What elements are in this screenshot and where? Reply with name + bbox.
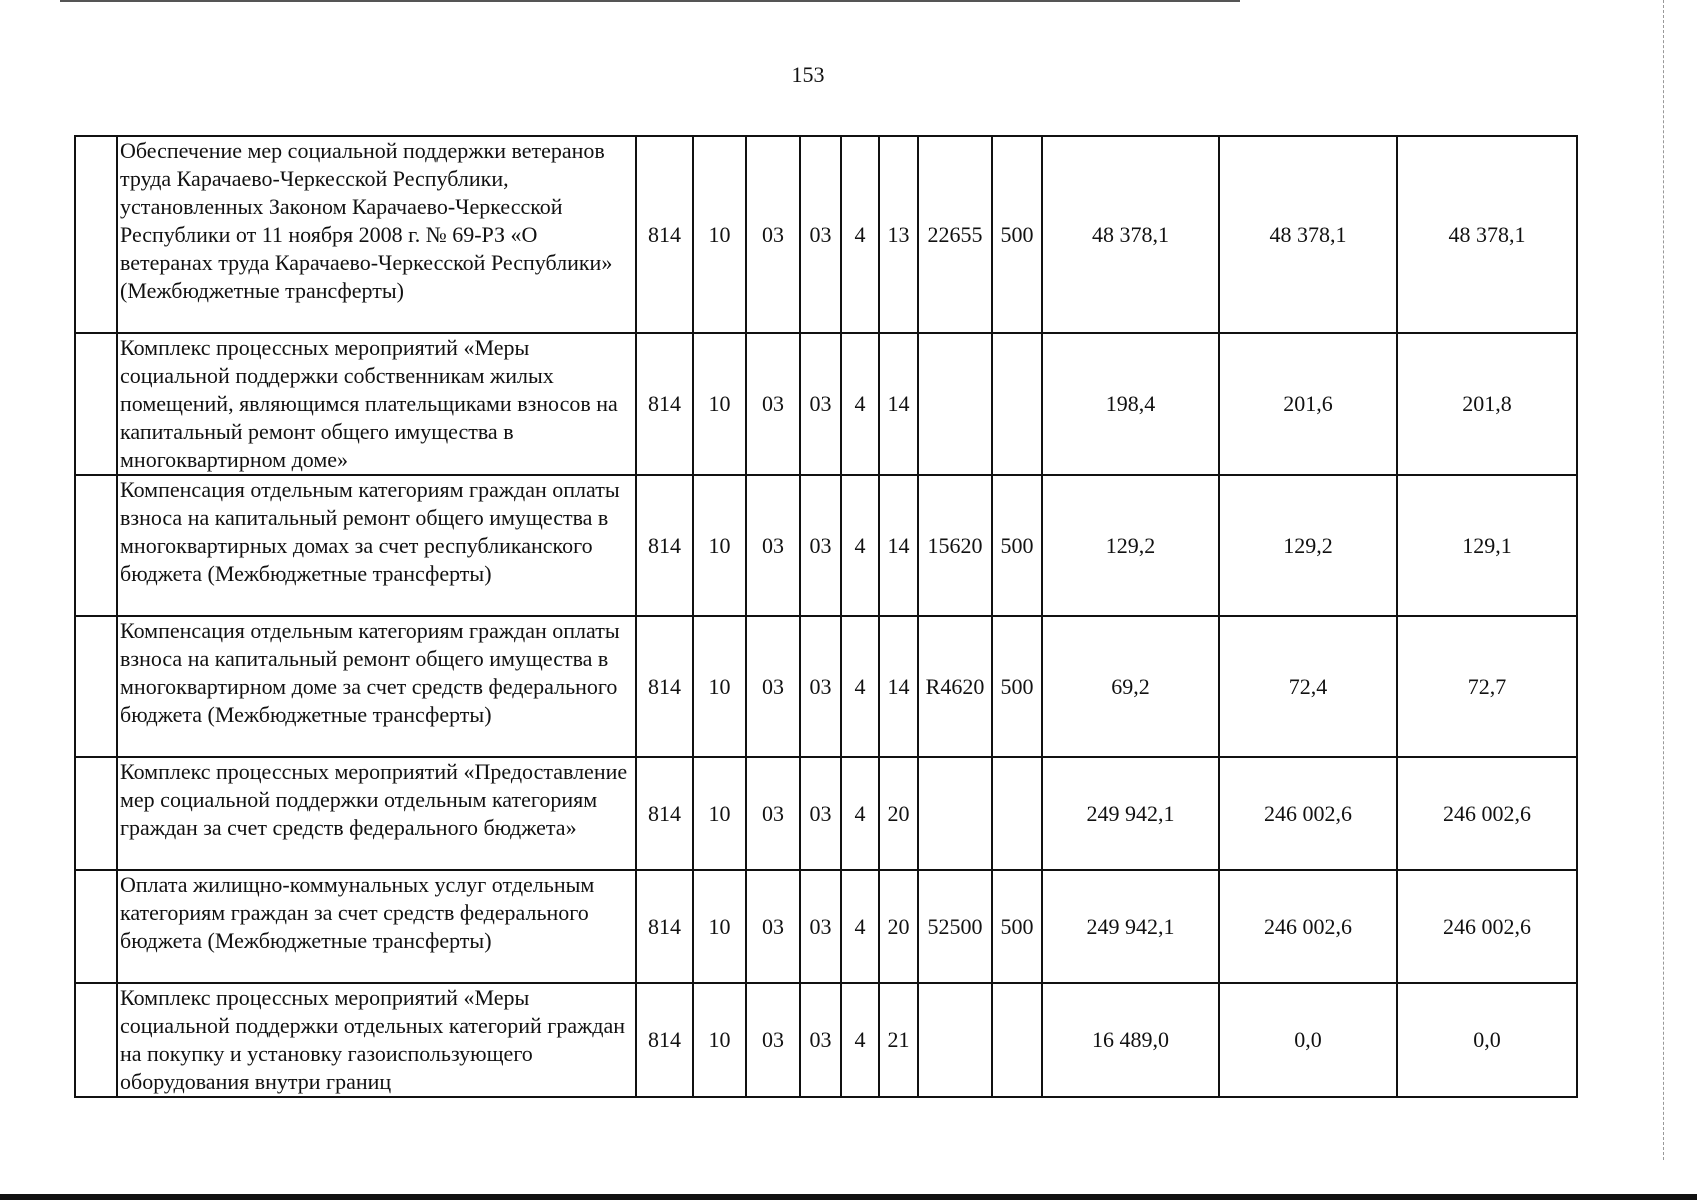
program-cell: 03 <box>800 983 841 1097</box>
direction-cell <box>918 983 992 1097</box>
amount-year3-cell: 48 378,1 <box>1397 136 1577 333</box>
program-cell: 03 <box>800 136 841 333</box>
section-cell: 10 <box>693 136 746 333</box>
expense-type-cell <box>992 757 1042 870</box>
table-row <box>75 616 1577 757</box>
amount-year3-cell: 129,1 <box>1397 475 1577 616</box>
table-row <box>75 333 1577 475</box>
amount-year3-cell: 0,0 <box>1397 983 1577 1097</box>
amount-year2-cell: 72,4 <box>1219 616 1397 757</box>
amount-year2-cell: 246 002,6 <box>1219 757 1397 870</box>
description-cell: Обеспечение мер социальной поддержки ветеранов труда Карачаево-Черкесской Республики, установленных Законом Карачаево-Черкесской Республики от 11 ноября 2008 г. № 69-РЗ «О ветеранах труда Карачаево-Черкесской Республики» (Межбюджетные трансферты) <box>117 136 636 333</box>
program-cell: 03 <box>800 870 841 983</box>
row-number-cell <box>75 333 117 475</box>
page-number: 153 <box>791 62 825 87</box>
budget-table <box>74 135 1578 1098</box>
amount-year2-cell: 0,0 <box>1219 983 1397 1097</box>
direction-cell: R4620 <box>918 616 992 757</box>
program-cell: 03 <box>800 616 841 757</box>
amount-year1-cell: 16 489,0 <box>1042 983 1219 1097</box>
measure-cell: 14 <box>879 333 918 475</box>
direction-cell <box>918 757 992 870</box>
row-number-cell <box>75 757 117 870</box>
top-scan-rule <box>60 0 1240 2</box>
amount-year1-cell: 249 942,1 <box>1042 870 1219 983</box>
code-cell: 814 <box>636 616 693 757</box>
subsection-cell: 03 <box>746 616 800 757</box>
amount-year1-cell: 48 378,1 <box>1042 136 1219 333</box>
amount-year1-cell: 249 942,1 <box>1042 757 1219 870</box>
description-cell: Компенсация отдельным категориям граждан оплаты взноса на капитальный ремонт общего имущества в многоквартирных домах за счет республиканского бюджета (Межбюджетные трансферты) <box>117 475 636 616</box>
direction-cell <box>918 333 992 475</box>
measure-cell: 13 <box>879 136 918 333</box>
subprogram-cell: 4 <box>841 475 879 616</box>
expense-type-cell <box>992 983 1042 1097</box>
code-cell: 814 <box>636 757 693 870</box>
program-cell: 03 <box>800 475 841 616</box>
amount-year3-cell: 246 002,6 <box>1397 870 1577 983</box>
code-cell: 814 <box>636 136 693 333</box>
amount-year2-cell: 246 002,6 <box>1219 870 1397 983</box>
code-cell: 814 <box>636 475 693 616</box>
table-row <box>75 757 1577 870</box>
section-cell: 10 <box>693 757 746 870</box>
direction-cell: 15620 <box>918 475 992 616</box>
amount-year2-cell: 129,2 <box>1219 475 1397 616</box>
expense-type-cell: 500 <box>992 616 1042 757</box>
expense-type-cell: 500 <box>992 475 1042 616</box>
code-cell: 814 <box>636 983 693 1097</box>
description-cell: Оплата жилищно-коммунальных услуг отдельным категориям граждан за счет средств федерального бюджета (Межбюджетные трансферты) <box>117 870 636 983</box>
subsection-cell: 03 <box>746 333 800 475</box>
subsection-cell: 03 <box>746 475 800 616</box>
amount-year2-cell: 48 378,1 <box>1219 136 1397 333</box>
subsection-cell: 03 <box>746 757 800 870</box>
row-number-cell <box>75 475 117 616</box>
description-cell: Комплекс процессных мероприятий «Предоставление мер социальной поддержки отдельным категориям граждан за счет средств федерального бюджета» <box>117 757 636 870</box>
description-cell: Компенсация отдельным категориям граждан оплаты взноса на капитальный ремонт общего имущества в многоквартирном доме за счет средств федерального бюджета (Межбюджетные трансферты) <box>117 616 636 757</box>
amount-year2-cell: 201,6 <box>1219 333 1397 475</box>
row-number-cell <box>75 983 117 1097</box>
code-cell: 814 <box>636 333 693 475</box>
amount-year3-cell: 246 002,6 <box>1397 757 1577 870</box>
subsection-cell: 03 <box>746 870 800 983</box>
table-row <box>75 475 1577 616</box>
section-cell: 10 <box>693 616 746 757</box>
measure-cell: 14 <box>879 475 918 616</box>
program-cell: 03 <box>800 757 841 870</box>
row-number-cell <box>75 870 117 983</box>
subsection-cell: 03 <box>746 136 800 333</box>
measure-cell: 20 <box>879 870 918 983</box>
expense-type-cell: 500 <box>992 870 1042 983</box>
row-number-cell <box>75 136 117 333</box>
section-cell: 10 <box>693 475 746 616</box>
direction-cell: 52500 <box>918 870 992 983</box>
subsection-cell: 03 <box>746 983 800 1097</box>
amount-year1-cell: 198,4 <box>1042 333 1219 475</box>
subprogram-cell: 4 <box>841 136 879 333</box>
right-scan-edge <box>1663 0 1666 1160</box>
amount-year3-cell: 201,8 <box>1397 333 1577 475</box>
table-row <box>75 870 1577 983</box>
amount-year1-cell: 69,2 <box>1042 616 1219 757</box>
measure-cell: 21 <box>879 983 918 1097</box>
amount-year1-cell: 129,2 <box>1042 475 1219 616</box>
subprogram-cell: 4 <box>841 757 879 870</box>
measure-cell: 14 <box>879 616 918 757</box>
description-cell: Комплекс процессных мероприятий «Меры социальной поддержки собственникам жилых помещений, являющимся плательщиками взносов на капитальный ремонт общего имущества в многоквартирном доме» <box>117 333 636 475</box>
subprogram-cell: 4 <box>841 333 879 475</box>
bottom-scan-rule <box>0 1194 1697 1200</box>
description-cell: Комплекс процессных мероприятий «Меры социальной поддержки отдельных категорий граждан на покупку и установку газоиспользующего оборудования внутри границ <box>117 983 636 1097</box>
section-cell: 10 <box>693 333 746 475</box>
table-row <box>75 136 1577 333</box>
program-cell: 03 <box>800 333 841 475</box>
amount-year3-cell: 72,7 <box>1397 616 1577 757</box>
expense-type-cell: 500 <box>992 136 1042 333</box>
subprogram-cell: 4 <box>841 870 879 983</box>
table-row <box>75 983 1577 1097</box>
direction-cell: 22655 <box>918 136 992 333</box>
section-cell: 10 <box>693 983 746 1097</box>
subprogram-cell: 4 <box>841 616 879 757</box>
row-number-cell <box>75 616 117 757</box>
section-cell: 10 <box>693 870 746 983</box>
measure-cell: 20 <box>879 757 918 870</box>
expense-type-cell <box>992 333 1042 475</box>
subprogram-cell: 4 <box>841 983 879 1097</box>
code-cell: 814 <box>636 870 693 983</box>
